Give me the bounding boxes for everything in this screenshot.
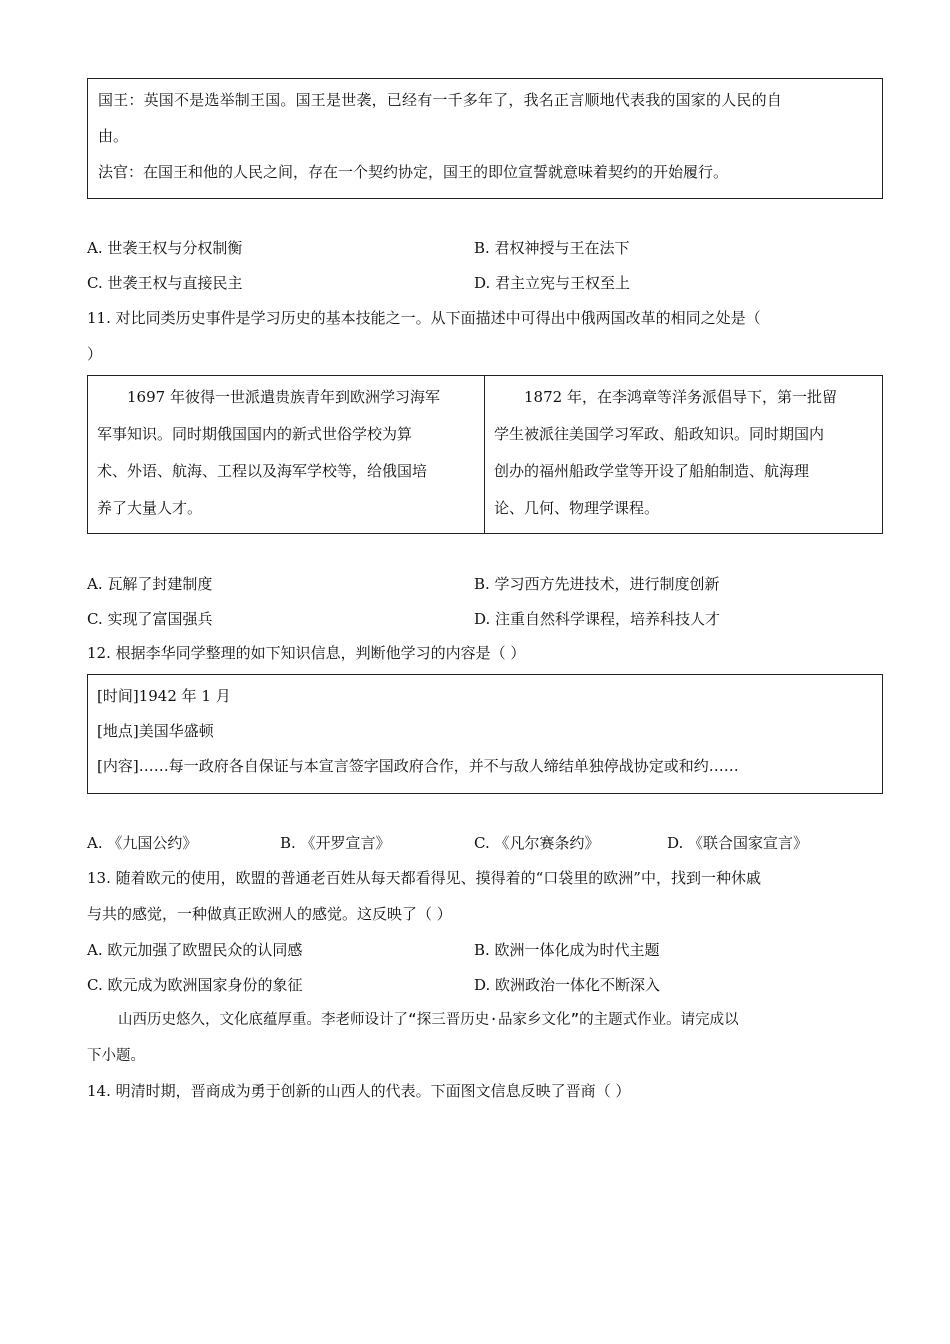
q12-info-content: [内容]……每一政府各自保证与本宣言签字国政府合作，并不与敌人缔结单独停战协定或和约…… [97,757,739,775]
q10-option-b[interactable]: B. 君权神授与王在法下 [474,239,630,257]
q10-option-d[interactable]: D. 君主立宪与王权至上 [474,274,631,292]
q10-quote-line-3: 法官：在国王和他的人民之间，存在一个契约协定，国王的即位宣誓就意味着契约的开始履行。 [98,163,729,181]
q11-right-cell-line-1: 1872 年，在李鸿章等洋务派倡导下，第一批留 [524,388,837,406]
q11-left-cell-line-1: 1697 年彼得一世派遣贵族青年到欧洲学习海军 [127,388,440,406]
q13-option-c[interactable]: C. 欧元成为欧洲国家身份的象征 [87,976,303,994]
intro-paragraph-line-1: 山西历史悠久，文化底蕴厚重。李老师设计了“探三晋历史·品家乡文化”的主题式作业。请完成以 [118,1012,739,1028]
q12-option-b[interactable]: B. 《开罗宣言》 [280,834,391,852]
q14-stem: 14. 明清时期，晋商成为勇于创新的山西人的代表。下面图文信息反映了晋商（ ） [87,1082,631,1100]
q11-option-a[interactable]: A. 瓦解了封建制度 [87,575,213,593]
q10-quote-line-2: 由。 [98,127,129,145]
q12-option-a[interactable]: A. 《九国公约》 [87,834,198,852]
q10-option-c[interactable]: C. 世袭王权与直接民主 [87,274,243,292]
q12-stem: 12. 根据李华同学整理的如下知识信息，判断他学习的内容是（ ） [87,644,526,662]
q13-option-a[interactable]: A. 欧元加强了欧盟民众的认同感 [87,941,303,959]
q13-option-b[interactable]: B. 欧洲一体化成为时代主题 [474,941,660,959]
q12-info-place: [地点]美国华盛顿 [97,722,214,740]
q11-option-c[interactable]: C. 实现了富国强兵 [87,610,213,628]
q11-left-cell-line-4: 养了大量人才。 [97,499,203,517]
q13-option-d[interactable]: D. 欧洲政治一体化不断深入 [474,976,661,994]
q12-option-c[interactable]: C. 《凡尔赛条约》 [474,834,600,852]
q12-info-time: [时间]1942 年 1 月 [97,687,231,705]
q11-option-b[interactable]: B. 学习西方先进技术，进行制度创新 [474,575,720,593]
q13-stem-line-2: 与共的感觉，一种做真正欧洲人的感觉。这反映了（ ） [87,905,452,923]
q11-right-cell-line-2: 学生被派往美国学习军政、船政知识。同时期国内 [494,425,825,443]
intro-paragraph-line-2: 下小题。 [87,1048,145,1064]
q10-quote-line-1: 国王：英国不是选举制王国。国王是世袭，已经有一千多年了，我名正言顺地代表我的国家的人民的自 [98,91,783,109]
q10-option-a[interactable]: A. 世袭王权与分权制衡 [87,239,243,257]
q11-stem-line-1: 11. 对比同类历史事件是学习历史的基本技能之一。从下面描述中可得出中俄两国改革的相同之处是（ [87,309,761,327]
q12-option-d[interactable]: D. 《联合国家宣言》 [667,834,809,852]
q13-stem-line-1: 13. 随着欧元的使用，欧盟的普通老百姓从每天都看得见、摸得着的“口袋里的欧洲”中，找到一种休戚 [87,869,761,887]
q11-left-cell-line-2: 军事知识。同时期俄国国内的新式世俗学校为算 [97,425,413,443]
q11-right-cell-line-4: 论、几何、物理学课程。 [494,499,660,517]
q11-right-cell-line-3: 创办的福州船政学堂等开设了船舶制造、航海理 [494,462,810,480]
q11-table-divider [484,375,485,534]
q11-stem-line-2: ） [87,345,103,363]
q11-option-d[interactable]: D. 注重自然科学课程，培养科技人才 [474,610,721,628]
q11-left-cell-line-3: 术、外语、航海、工程以及海军学校等，给俄国培 [97,462,428,480]
